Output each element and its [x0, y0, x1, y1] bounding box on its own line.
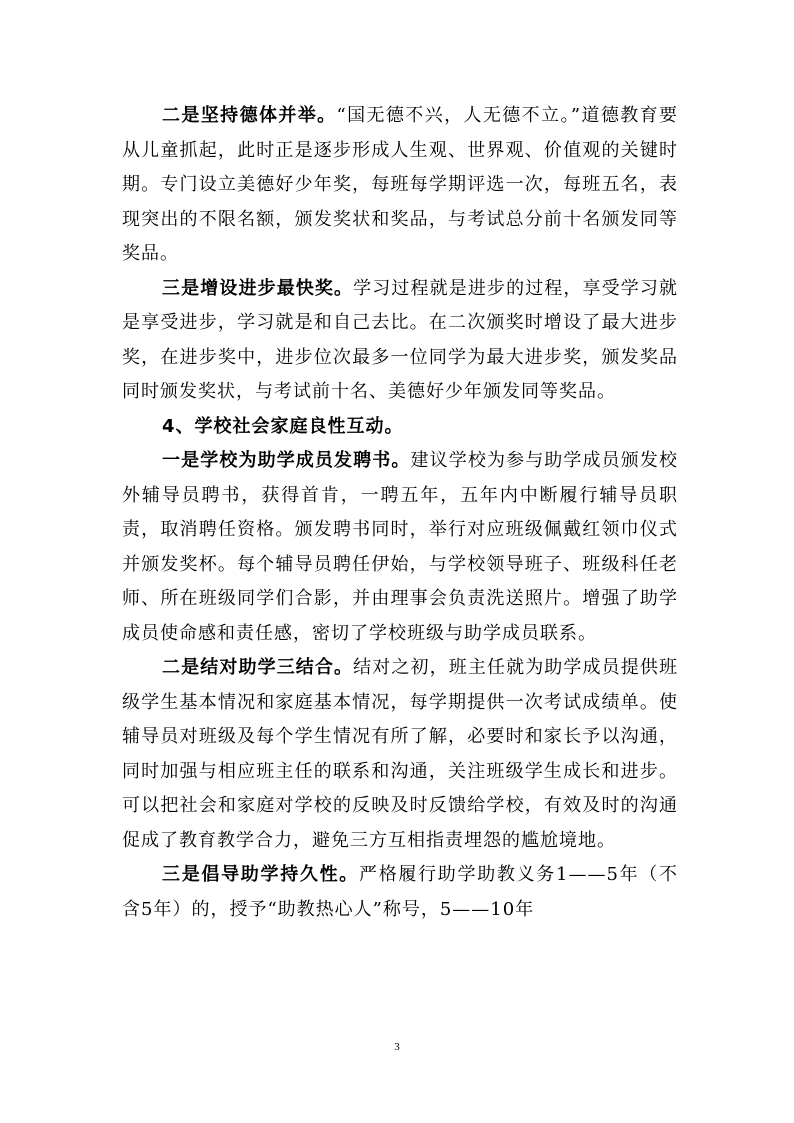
paragraph-progress-award [122, 272, 678, 410]
paragraph-lead: 三是倡导助学持久性。 [162, 864, 359, 885]
page-number: 3 [394, 1041, 400, 1053]
paragraph-text: 学习过程就是进步的过程，享受学习就是享受进步，学习就是和自己去比。在二次颁奖时增设了最大进步奖，在进步奖中，进步位次最多一位同学为最大进步奖，颁发奖品同时颁发奖状，与考试前十名、美德好少年颁发同等奖品。 [122, 277, 679, 402]
paragraph-lead: 二是坚持德体并举。 [162, 105, 337, 126]
paragraph-lead: 三是增设进步最快奖。 [162, 277, 354, 299]
paragraph-text: 建议学校为参与助学成员颁发校外辅导员聘书，获得首肯，一聘五年，五年内中断履行辅导员职责，取消聘任资格。颁发聘书同时，举行对应班级佩戴红领巾仪式并颁发奖杯。每个辅导员聘任伊始，与学校领导班子、班级科任老师、所在班级同学们合影，并由理事会负责洗送照片。增强了助学成员使命感和责任感，密切了学校班级与助学成员联系。 [122, 450, 678, 644]
document-body [122, 99, 678, 927]
paragraph-text: 结对之初，班主任就为助学成员提供班级学生基本情况和家庭基本情况，每学期提供一次考试成绩单。使辅导员对班级及每个学生情况有所了解，必要时和家长予以沟通，同时加强与相应班主任的联系和沟通，关注班级学生成长和进步。可以把社会和家庭对学校的反映及时反馈给学校，有效及时的沟通促成了教育教学合力，避免三方互相指责埋怨的尴尬境地。 [122, 657, 679, 851]
paragraph-three-combination [122, 651, 678, 858]
paragraph-text: “国无德不兴，人无德不立。”道德教育要从儿童抓起，此时正是逐步形成人生观、世界观、价值观的关键时期。专门设立美德好少年奖，每班每学期评选一次，每班五名，表现突出的不限名额，颁发奖状和奖品，与考试总分前十名颁发同等奖品。 [122, 105, 678, 264]
paragraph-lead: 二是结对助学三结合。 [162, 657, 354, 678]
paragraph-moral-education [122, 99, 678, 272]
paragraph-persistence [122, 858, 678, 927]
section-heading: 4、学校社会家庭良性互动。 [162, 415, 404, 437]
paragraph-appointment-letters [122, 444, 678, 651]
paragraph-lead: 一是学校为助学成员发聘书。 [162, 450, 411, 471]
paragraph-text: 严格履行助学助教义务1——5年（不含5年）的，授予“助教热心人”称号，5——10年 [122, 864, 678, 920]
